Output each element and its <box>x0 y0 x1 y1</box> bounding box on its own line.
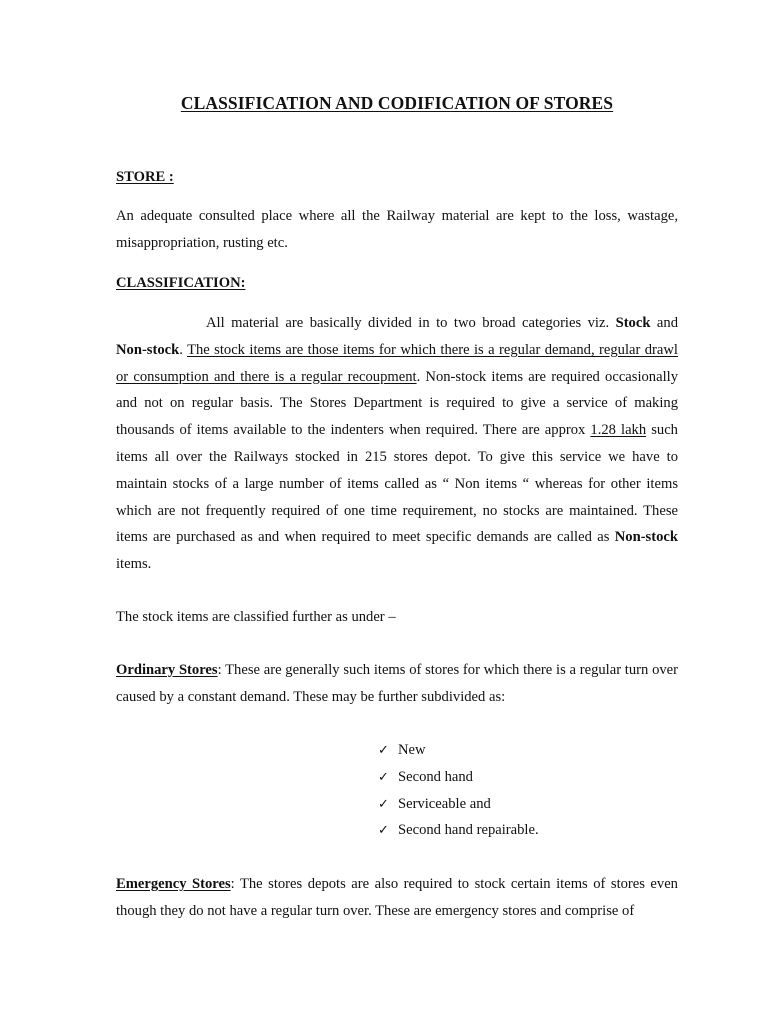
checkmark-icon: ✓ <box>378 796 389 812</box>
dot-text: . <box>179 341 188 358</box>
checkmark-icon: ✓ <box>378 823 389 839</box>
list-item-label: Second hand repairable. <box>398 822 539 839</box>
stock-classification-intro: The stock items are classified further as under – <box>116 609 396 625</box>
ordinary-stores-subdivision-list <box>378 737 539 844</box>
ordinary-stores-text: : These are generally such items of stores for which there is a regular turn over caused by a constant demand. These may be further subdivided as: <box>116 662 678 705</box>
stock-definition-underlined: The stock items are those items for which there is a regular demand, regular drawl or consumption and there is a regular recoupment <box>116 341 678 385</box>
list-item <box>378 737 539 764</box>
ordinary-stores-label: Ordinary Stores <box>116 662 218 678</box>
list-item-label: Second hand <box>398 768 473 785</box>
list-item-label: Serviceable and <box>398 795 491 812</box>
stock-term: Stock <box>615 315 651 331</box>
classification-text-4: items. <box>116 556 152 573</box>
list-item <box>378 791 539 818</box>
list-item-label: New <box>398 742 426 758</box>
classification-text-3: such items all over the Railways stocked in 215 stores depot. To give this service we have to maintain stocks of a large number of items called as “ Non items “ whereas for other items which are not frequently required of one time requirement, no stocks are maintained. These items are purchased as and when required to meet specific demands are called as <box>116 422 678 546</box>
document-title: CLASSIFICATION AND CODIFICATION OF STORES <box>180 93 614 113</box>
list-item <box>378 764 539 791</box>
list-item <box>378 817 539 844</box>
checkmark-icon: ✓ <box>378 743 389 758</box>
non-stock-term: Non-stock <box>116 341 180 358</box>
and-text: and <box>650 315 678 331</box>
emergency-stores-text: : The stores depots are also required to stock certain items of stores even though they do not have a regular turn over. These are emergency stores and comprise of <box>116 876 678 919</box>
classification-text-2: . Non-stock items are required occasionally and not on regular basis. The Stores Department is required to give a service of making thousands of items available to the indenters when required. There are approx <box>116 368 678 439</box>
store-definition: An adequate consulted place where all the Railway material are kept to the loss, wastage, misappropriation, rusting etc. <box>116 208 678 251</box>
classification-paragraph <box>116 310 678 578</box>
store-heading: STORE : <box>116 169 174 185</box>
non-stock-items-term: Non-stock <box>614 529 678 546</box>
checkmark-icon: ✓ <box>378 769 389 785</box>
emergency-stores-paragraph <box>116 871 678 925</box>
item-count: 1.28 lakh <box>590 422 647 439</box>
ordinary-stores-paragraph <box>116 657 678 711</box>
emergency-stores-label: Emergency Stores <box>116 876 231 892</box>
classification-text-1: All material are basically divided in to two broad categories viz. <box>206 315 616 331</box>
classification-heading: CLASSIFICATION: <box>116 275 246 291</box>
